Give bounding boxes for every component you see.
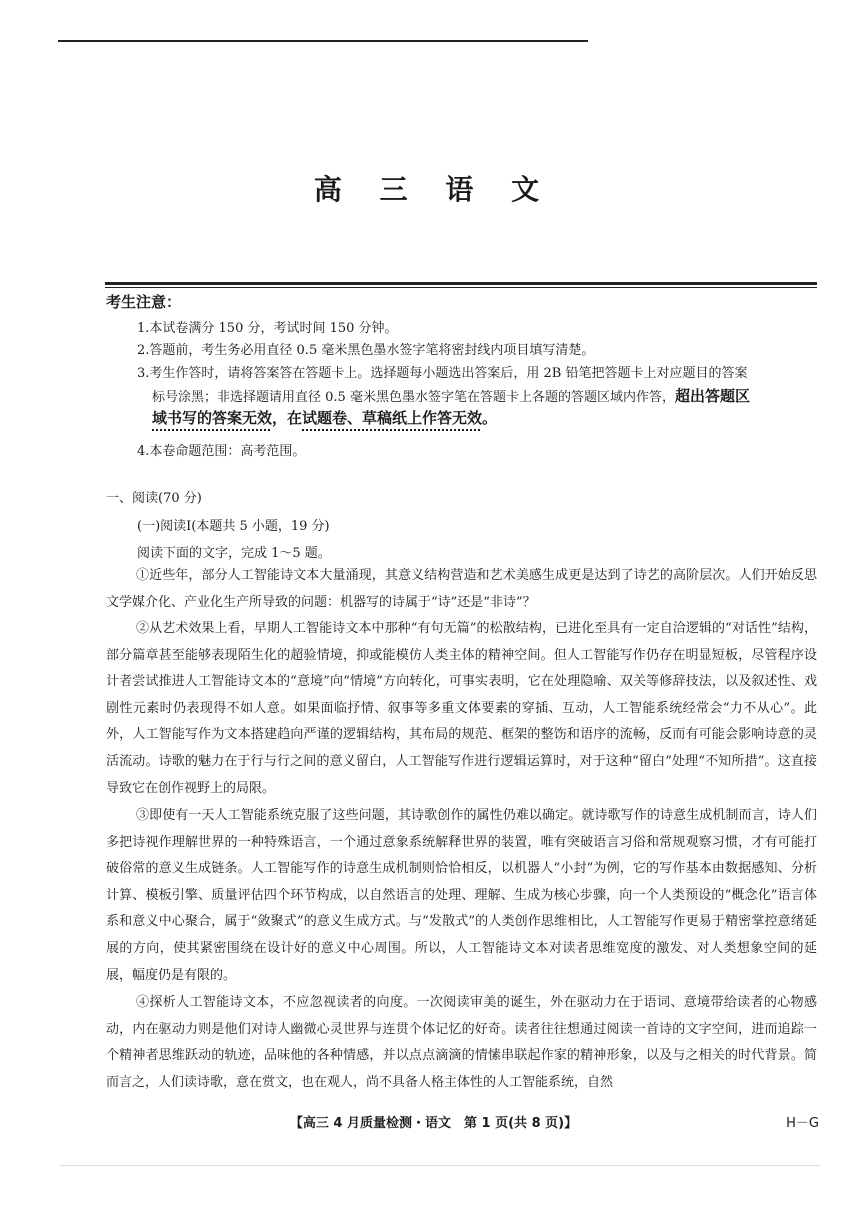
notice-warning-end: 。 [482, 409, 498, 427]
paragraph-1: ①近些年，部分人工智能诗文本大量涌现，其意义结构营造和艺术美感生成更是达到了诗艺的高阶层次。人们开始反思文学媒介化、产业化生产所导致的问题：机器写的诗属于“诗”还是“非诗”？ [106, 568, 817, 610]
page-footer: 【高三 4 月质量检测・语文 第 1 页(共 8 页)】 [289, 1116, 578, 1131]
notice-warning-c: 试题卷、草稿纸上作答无效 [302, 409, 483, 427]
notice-item-3-line-2 [152, 385, 817, 406]
page-title: 高 三 语 文 [313, 173, 554, 206]
notice-warning-b: 域书写的答案无效 [152, 409, 273, 427]
paragraph-4: ④探析人工智能诗文本，不应忽视读者的向度。一次阅读审美的诞生，外在驱动力在于语词、意境带给读者的心物感动，内在驱动力则是他们对诗人幽微心灵世界与连贯个体记忆的好奇。读者往往想通过阅读一首诗的文字空间，进而追踪一个精神者思维跃动的轨迹，品味他的各种情感，并以点点滴滴的情愫串联起作家的精神形象，以及与之相关的时代背景。简而言之，人们读诗歌，意在赏文，也在观人，尚不具备人格主体性的人工智能系统，自然 [106, 995, 817, 1090]
bottom-rule [60, 1165, 820, 1166]
top-rule [58, 40, 588, 42]
reading-instruction: 阅读下面的文字，完成 1～5 题。 [137, 546, 331, 561]
sub-section-heading: (一)阅读Ⅰ(本题共 5 小题，19 分) [137, 519, 330, 534]
notice-item-3-warning-a: 超出答题区 [674, 387, 750, 405]
notice-item-1: 1.本试卷满分 150 分，考试时间 150 分钟。 [137, 321, 398, 336]
notice-warning-sep: ，在 [272, 409, 303, 427]
notice-item-4: 4.本卷命题范围：高考范围。 [137, 444, 306, 459]
notice-item-2: 2.答题前，考生务必用直径 0.5 毫米黑色墨水签字笔将密封线内项目填写清楚。 [137, 343, 595, 358]
notice-item-3: 3.考生作答时，请将答案答在答题卡上。选择题每小题选出答案后，用 2B 铅笔把答题卡上对应题目的答案 [137, 366, 748, 381]
header-divider-thin [105, 287, 817, 288]
header-divider [105, 282, 817, 285]
footer-code: H－G [786, 1116, 819, 1131]
paragraph-2: ②从艺术效果上看，早期人工智能诗文本中那种“有句无篇”的松散结构，已进化至具有一定自洽逻辑的“对话性”结构，部分篇章甚至能够表现陌生化的超验情境，抑或能模仿人类主体的精神空间。但人工智能写作仍存在明显短板，尽管程序设计者尝试推进人工智能诗文本的“意境”向“情境”方向转化，可事实表明，它在处理隐喻、双关等修辞技法，以及叙述性、戏剧性元素时仍表现得不如人意。如果面临抒情、叙事等多重文体要素的穿插、互动，人工智能系统经常会“力不从心”。此外，人工智能写作为文本搭建趋向严谨的逻辑结构，其布局的规范、框架的整饬和语序的流畅，反而有可能会影响诗意的灵活流动。诗歌的魅力在于行与行之间的意义留白，人工智能写作进行逻辑运算时，对于这种“留白”处理“不知所措”。这直接导致它在创作视野上的局限。 [106, 621, 817, 796]
notice-item-3-line-3 [152, 407, 497, 428]
notice-item-3-text: 标号涂黑；非选择题请用直径 0.5 毫米黑色墨水签字笔在答题卡上各题的答题区域内作答， [152, 390, 675, 405]
section-heading: 一、阅读(70 分) [106, 491, 202, 506]
paragraph-3: ③即使有一天人工智能系统克服了这些问题，其诗歌创作的属性仍难以确定。就诗歌写作的诗意生成机制而言，诗人们多把诗视作理解世界的一种特殊语言，一个通过意象系统解释世界的装置，唯有突破语言习俗和常规观察习惯，才有可能打破俗常的意义生成链条。人工智能写作的诗意生成机制则恰恰相反，以机器人“小封”为例，它的写作基本由数据感知、分析计算、模板引擎、质量评估四个环节构成，以自然语言的处理、理解、生成为核心步骤，向一个人类预设的“概念化”语言体系和意义中心聚合，属于“敛聚式”的意义生成方式。与“发散式”的人类创作思维相比，人工智能写作更易于精密掌控意绪延展的方向，使其紧密围绕在设计好的意义中心周围。所以，人工智能诗文本对读者思维宽度的激发、对人类想象空间的延展，幅度仍是有限的。 [106, 808, 817, 983]
notice-heading: 考生注意： [106, 293, 182, 311]
